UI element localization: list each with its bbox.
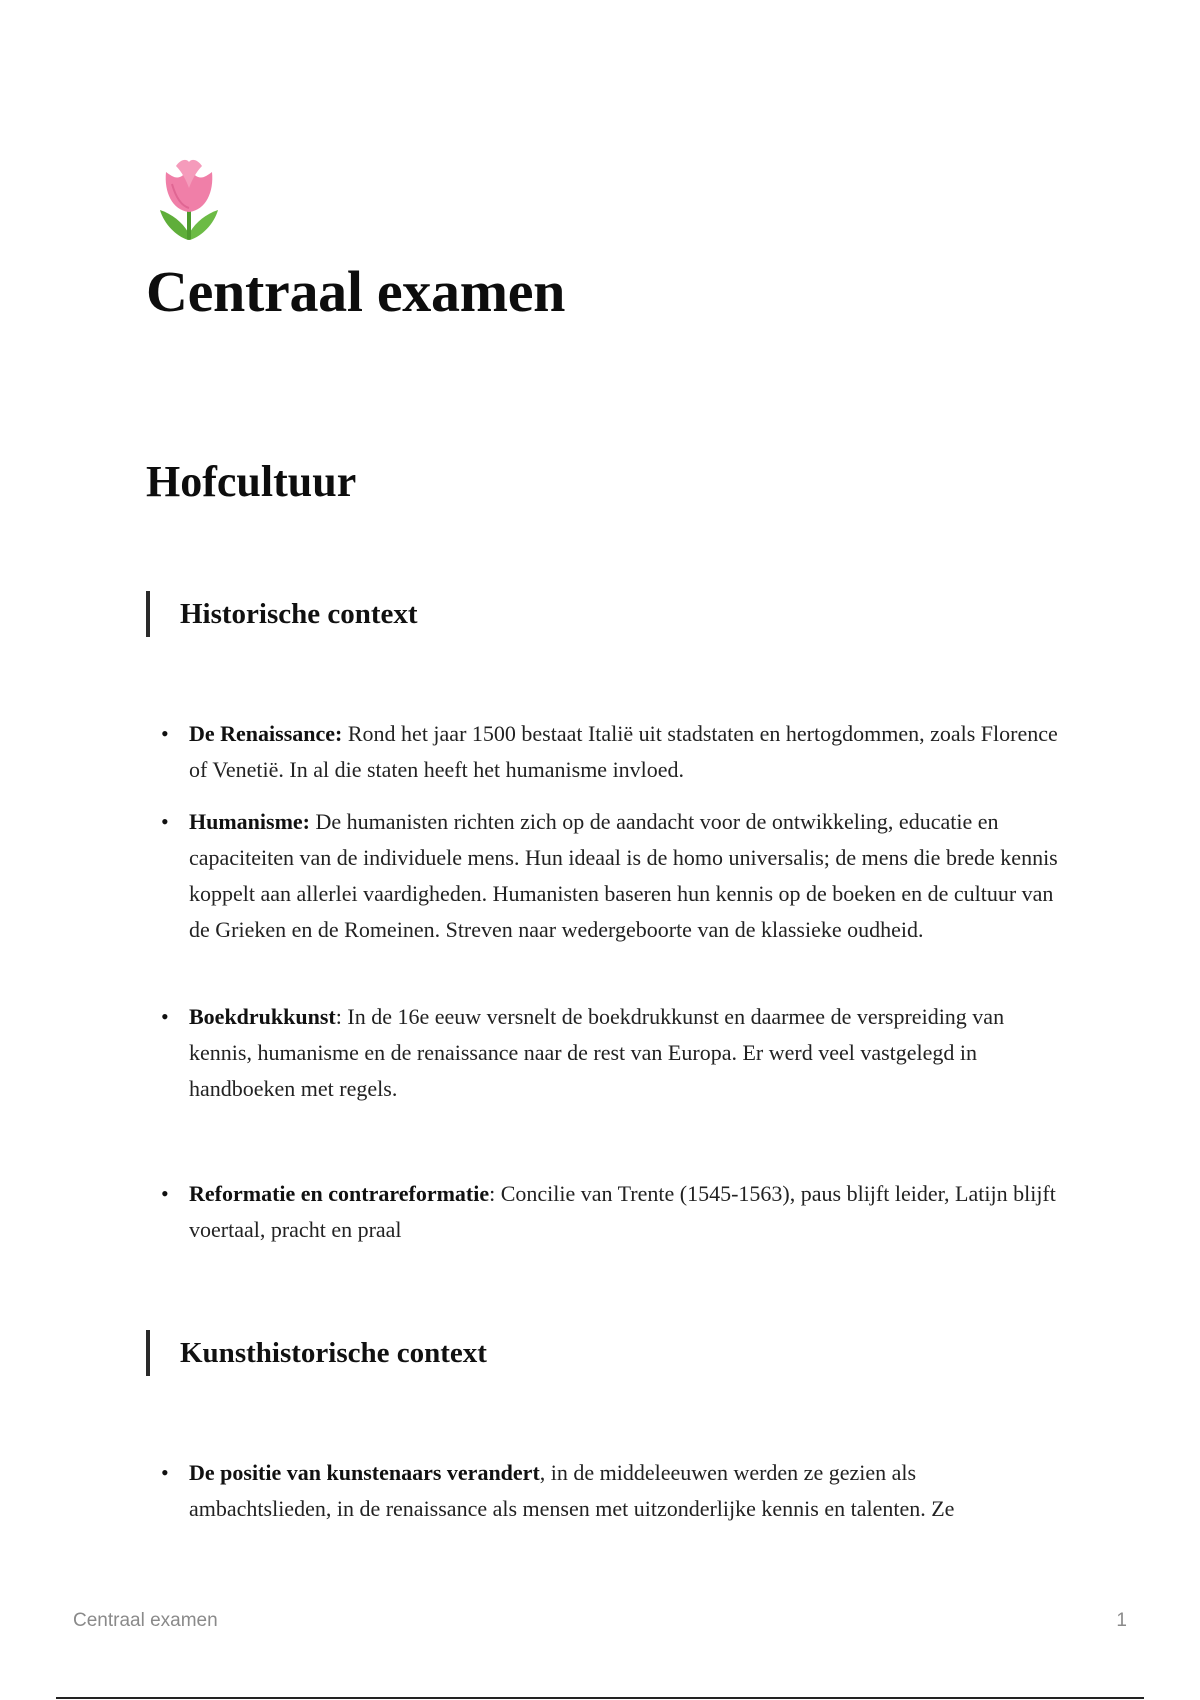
- list-item-text: : In de 16e eeuw versnelt de boekdrukkunst en daarmee de verspreiding van kennis, humanisme en de renaissance naar de rest van Europa. Er werd veel vastgelegd in handboeken met regels.: [189, 1004, 1005, 1101]
- footer-document-title: Centraal examen: [73, 1610, 218, 1631]
- list-item: [189, 1176, 1059, 1248]
- list-item-term: De Renaissance:: [189, 721, 343, 746]
- footer-page-number: 1: [1116, 1610, 1127, 1631]
- subsection-heading-kunsthistorische-context: Kunsthistorische context: [146, 1330, 487, 1376]
- section-title: Hofcultuur: [146, 457, 357, 506]
- page-divider: [56, 1697, 1144, 1699]
- list-item: [189, 804, 1059, 948]
- list-item: [189, 716, 1059, 788]
- list-item-text: De humanisten richten zich op de aandacht voor de ontwikkeling, educatie en capaciteiten van de individuele mens. Hun ideaal is de homo universalis; de mens die brede kennis koppelt aan allerlei vaardigheden. Humanisten baseren hun kennis op de boeken en de cultuur van de Grieken en de Romeinen. Streven naar wedergeboorte van de klassieke oudheid.: [189, 809, 1058, 942]
- list-item-term: Humanisme:: [189, 809, 310, 834]
- list-item-text: , in de middeleeuwen werden ze gezien als ambachtslieden, in de renaissance als mensen met uitzonderlijke kennis en talenten. Ze: [189, 1460, 955, 1521]
- tulip-icon: [158, 158, 220, 244]
- subsection-heading-historische-context: Historische context: [146, 591, 418, 637]
- list-item-term: De positie van kunstenaars verandert: [189, 1460, 540, 1485]
- list-item-term: Reformatie en contrareformatie: [189, 1181, 490, 1206]
- list-item: [189, 999, 1059, 1107]
- list-item: [189, 1455, 1059, 1527]
- list-item-text: : Concilie van Trente (1545-1563), paus blijft leider, Latijn blijft voertaal, pracht en praal: [189, 1181, 1056, 1242]
- document-title: Centraal examen: [146, 259, 566, 324]
- list-item-term: Boekdrukkunst: [189, 1004, 336, 1029]
- list-item-text: Rond het jaar 1500 bestaat Italië uit stadstaten en hertogdommen, zoals Florence of Venetië. In al die staten heeft het humanisme invloed.: [189, 721, 1058, 782]
